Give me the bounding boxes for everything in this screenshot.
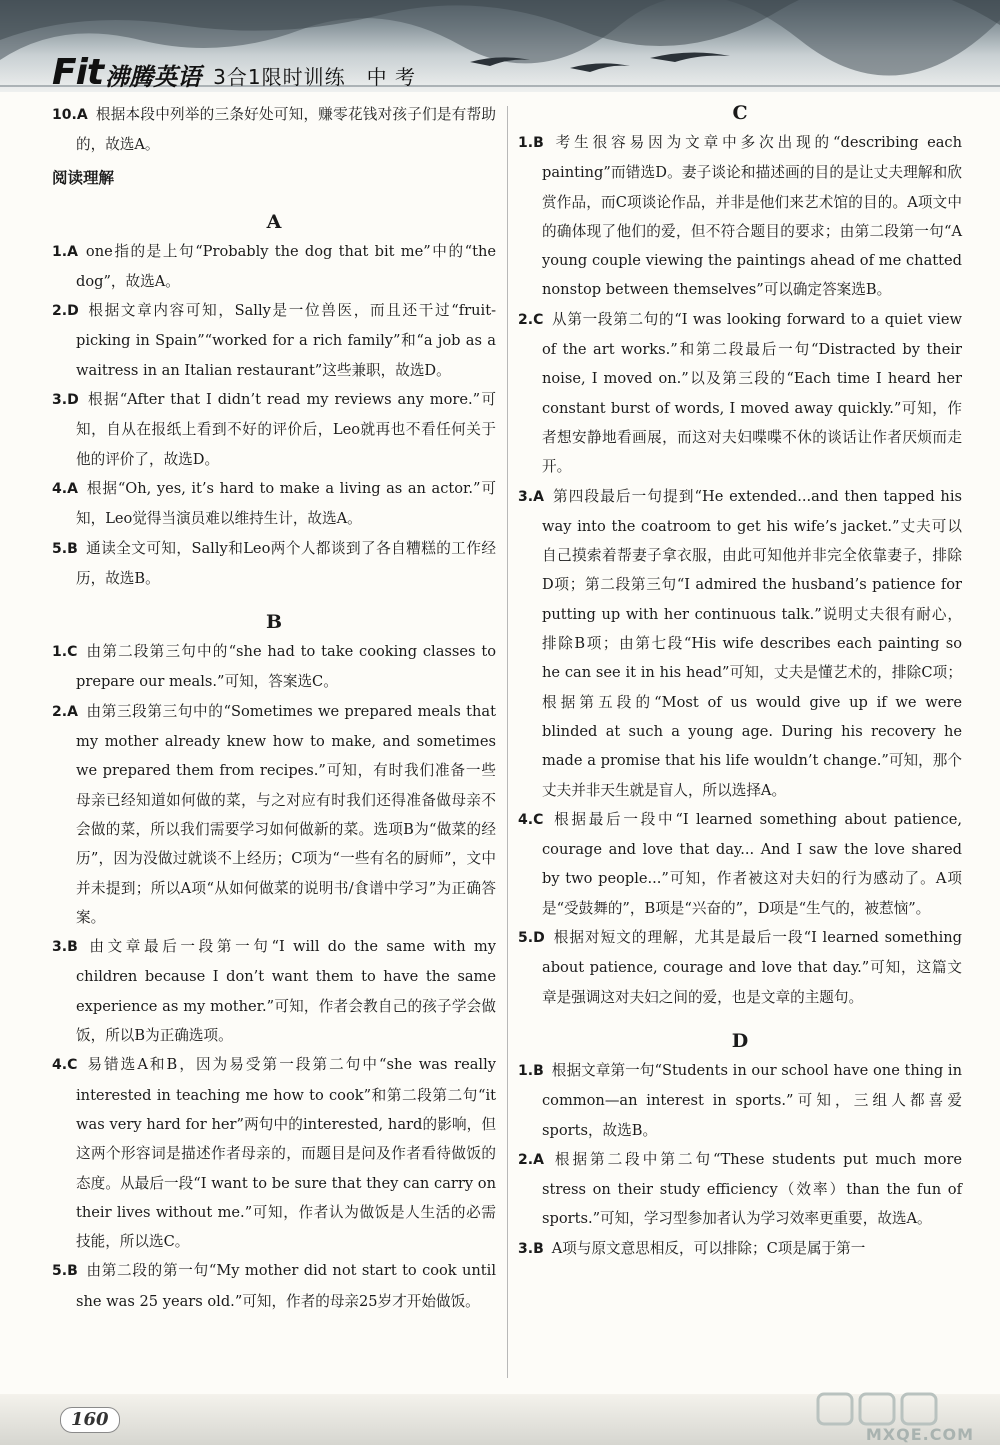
answer-item: 2.A 由第三段第三句中的“Sometimes we prepared meals that my mother already knew how to make, and sometimes we prepared them from recipes.”可知，有时我们准备一些母亲已经知道如何做的菜，与之对应有时我们还得准备做母亲不会做的菜，所以我们需要学习如何做新的菜。选项B为“做菜的经历”，因为没做过就谈不上经历；C项为“一些有名的厨师”，文中并未提到；所以A项“从如何做菜的说明书/食谱中学习”为正确答案。 [52, 702, 496, 926]
explanation: 由第二段的第一句“My mother did not start to cook until she was 25 years old.”可知，作者的母亲25岁才开始做饭。 [76, 1262, 496, 1310]
right-column [518, 100, 962, 1264]
part-heading: B [265, 611, 283, 634]
answer-item: 4.C 根据最后一段中“I learned something about patience, courage and love that day... And I saw the love shared by two people...”可知，作者被这对夫妇的行为感动了。A项是“受鼓舞的”，B项是“兴奋的”，D项是“生气的，被惹恼”。 [518, 810, 962, 917]
answer-item: 2.A 根据第二段中第二句“These students put much more stress on their study efficiency（效率）than the fun of sports.”可知，学习型参加者认为学习效率更重要，故选A。 [518, 1150, 962, 1228]
answer-item: 2.D 根据文章内容可知，Sally是一位兽医，而且还干过“fruit-picking in Spain”“worked for a rich family”和“a job as a waitress in an Italian restaurant”这些兼职，故选D。 [52, 302, 496, 379]
explanation: 根据文章第一句“Students in our school have one thing in common—an interest in sports.”可知，三组人都喜爱sports，故选B。 [542, 1061, 962, 1139]
brand-name: 沸腾英语 [105, 63, 202, 91]
answer-item: 4.C 易错选A和B，因为易受第一段第二句中“she was really interested in teaching me how to cook”和第二段第二句“it was very hard for her”两句中的interested, hard的影响，但这两个形容词是描述作者母亲的，而题目是问及作者看待做饭的态度。从最后一段“I want to be sure that they can carry on their lives without me.”可知，作者认为做饭是人生活的必需技能，所以选C。 [52, 1056, 496, 1251]
explanation: A项与原文意思相反，可以排除；C项是属于第一 [551, 1239, 866, 1257]
brand-fit: Fit [52, 52, 104, 92]
column-divider [507, 106, 508, 1378]
explanation: 由第三段第三句中的“Sometimes we prepared meals that my mother already knew how to make, and sometimes we prepared them from recipes.”可知，有时我们准备一些母亲已经知道如何做的菜，与之对应有时我们还得准备做母亲不会做的菜，所以我们需要学习如何做新的菜。选项B为“做菜的经历”，因为没做过就谈不上经历；C项为“一些有名的厨师”，文中并未提到；所以A项“从如何做菜的说明书/食谱中学习”为正确答案。 [76, 702, 496, 926]
part-heading: C [732, 102, 748, 124]
explanation: 根据文章内容可知，Sally是一位兽医，而且还干过“fruit-picking in Spain”“worked for a rich family”和“a job as a waitress in an Italian restaurant”这些兼职，故选D。 [76, 302, 496, 379]
answer-item: 10.A 根据本段中列举的三条好处可知，赚零花钱对孩子们是有帮助的，故选A。 [52, 106, 496, 154]
explanation: 通读全文可知，Sally和Leo两个人都谈到了各自糟糕的工作经历，故选B。 [76, 539, 496, 587]
explanation: 根据“Oh, yes, it’s hard to make a living as an actor.”可知，Leo觉得当演员难以维持生计，故选A。 [76, 479, 496, 528]
answer-item: 5.B 由第二段的第一句“My mother did not start to cook until she was 25 years old.”可知，作者的母亲25岁才开始做饭。 [52, 1262, 496, 1310]
watermark-text: MXQE.COM [865, 1425, 974, 1444]
answer-item: 3.A 第四段最后一句提到“He extended...and then tapped his way into the coatroom to get his wife’s jacket.”丈夫可以自己摸索着帮妻子拿衣服，由此可知他并非完全依靠妻子，排除D项；第二段第三句“I admired the husband’s patience for putting up with her continuous talk.”说明丈夫很有耐心，排除B项；由第七段“His wife describes each painting so he can see it in his head”可知，丈夫是懂艺术的，排除C项；根据第五段的“Most of us would give up if we were blinded at such a young age. During his recovery he made a promise that his life wouldn’t change.”可知，那个丈夫并非天生就是盲人，所以选择A。 [518, 487, 962, 799]
answer-item: 1.C 由第二段第三句中的“she had to take cooking classes to prepare our meals.”可知，答案选C。 [52, 643, 496, 691]
answer-item: 3.D 根据“After that I didn’t read my reviews any more.”可知，自从在报纸上看到不好的评价后，Leo就再也不看任何关于他的评价了，故选D。 [52, 391, 496, 468]
section-title: 阅读理解 [52, 168, 115, 187]
part-heading: A [266, 210, 282, 233]
header-banner [0, 0, 1000, 92]
left-column [52, 100, 496, 1316]
answer-item: 1.A one指的是上句“Probably the dog that bit me”中的“the dog”，故选A。 [52, 242, 496, 290]
bird-icon [570, 63, 630, 72]
part-heading: D [731, 1029, 749, 1052]
bird-icon [650, 52, 730, 62]
answer-item: 1.B 根据文章第一句“Students in our school have one thing in common—an interest in sports.”可知，三组人都喜爱sports，故选B。 [518, 1061, 962, 1139]
answer-item: 5.D 根据对短文的理解，尤其是最后一段“I learned something about patience, courage and love that day.”可知，这篇文章是强调这对夫妇之间的爱，也是文章的主题句。 [518, 929, 962, 1006]
answer-item: 3.B A项与原文意思相反，可以排除；C项是属于第一 [518, 1239, 866, 1257]
answer-item: 5.B 通读全文可知，Sally和Leo两个人都谈到了各自糟糕的工作经历，故选B。 [52, 539, 496, 587]
explanation: 第四段最后一句提到“He extended...and then tapped his way into the coatroom to get his wife’s jacket.”丈夫可以自己摸索着帮妻子拿衣服，由此可知他并非完全依靠妻子，排除D项；第二段第三句“I admired the husband’s patience for putting up with her continuous talk.”说明丈夫很有耐心，排除B项；由第七段“His wife describes each painting so he can see it in his head”可知，丈夫是懂艺术的，排除C项；根据第五段的“Most of us would give up if we were blinded at such a young age. During his recovery he made a promise that his life wouldn’t change.”可知，那个丈夫并非天生就是盲人，所以选择A。 [542, 487, 962, 799]
answer-item: 4.A 根据“Oh, yes, it’s hard to make a living as an actor.”可知，Leo觉得当演员难以维持生计，故选A。 [52, 479, 496, 528]
explanation: 由文章最后一段第一句“I will do the same with my children because I don’t want them to have the same experience as my mother.”可知，作者会教自己的孩子学会做饭，所以B为正确选项。 [76, 938, 496, 1045]
explanation: 根据本段中列举的三条好处可知，赚零花钱对孩子们是有帮助的，故选A。 [76, 106, 496, 154]
explanation: 从第一段第二句的“I was looking forward to a quiet view of the art works.”和第二段最后一句“Distracted by their noise, I moved on.”以及第三段的“Each time I heard her constant burst of words, I moved away quickly.”可知，作者想安静地看画展，而这对夫妇喋喋不休的谈话让作者厌烦而走开。 [542, 310, 962, 476]
explanation: 易错选A和B，因为易受第一段第二句中“she was really interested in teaching me how to cook”和第二段第二句“it was very hard for her”两句中的interested, hard的影响，但这两个形容词是描述作者母亲的，而题目是问及作者看待做饭的态度。从最后一段“I want to be sure that they can carry on their lives without me.”可知，作者认为做饭是人生活的必需技能，所以选C。 [76, 1056, 496, 1251]
explanation: 根据最后一段中“I learned something about patience, courage and love that day... And I saw the love shared by two people...”可知，作者被这对夫妇的行为感动了。A项是“受鼓舞的”，B项是“兴奋的”，D项是“生气的，被惹恼”。 [542, 810, 962, 917]
answer-item: 3.B 由文章最后一段第一句“I will do the same with my children because I don’t want them to have the same experience as my mother.”可知，作者会教自己的孩子学会做饭，所以B为正确选项。 [52, 938, 496, 1045]
explanation: 由第二段第三句中的“she had to take cooking classes to prepare our meals.”可知，答案选C。 [76, 643, 496, 691]
brand-logo [52, 52, 416, 92]
explanation: 根据第二段中第二句“These students put much more stress on their study efficiency（效率）than the fun of sports.”可知，学习型参加者认为学习效率更重要，故选A。 [542, 1150, 962, 1228]
page-number: 160 [60, 1407, 120, 1433]
answer-item: 1.B 考生很容易因为文章中多次出现的“describing each painting”而错选D。妻子谈论和描述画的目的是让丈夫理解和欣赏作品，而C项谈论作品，并非是他们来艺术馆的目的。A项文中的确体现了他们的爱，但不符合题目的要求；由第二段第一句“A young couple viewing the paintings ahead of me chatted nonstop between themselves”可以确定答案选B。 [518, 134, 962, 299]
explanation: 考生很容易因为文章中多次出现的“describing each painting”而错选D。妻子谈论和描述画的目的是让丈夫理解和欣赏作品，而C项谈论作品，并非是他们来艺术馆的目的。A项文中的确体现了他们的爱，但不符合题目的要求；由第二段第一句“A young couple viewing the paintings ahead of me chatted nonstop between themselves”可以确定答案选B。 [542, 134, 962, 299]
explanation: one指的是上句“Probably the dog that bit me”中的“the dog”，故选A。 [76, 242, 496, 290]
explanation: 根据“After that I didn’t read my reviews any more.”可知，自从在报纸上看到不好的评价后，Leo就再也不看任何关于他的评价了，故选D。 [76, 391, 496, 468]
answer-item: 2.C 从第一段第二句的“I was looking forward to a quiet view of the art works.”和第二段最后一句“Distracted by their noise, I moved on.”以及第三段的“Each time I heard her constant burst of words, I moved away quickly.”可知，作者想安静地看画展，而这对夫妇喋喋不休的谈话让作者厌烦而走开。 [518, 310, 962, 476]
book-subtitle: 3合1限时训练 中 考 [213, 65, 416, 89]
explanation: 根据对短文的理解，尤其是最后一段“I learned something about patience, courage and love that day.”可知，这篇文章是强调这对夫妇之间的爱，也是文章的主题句。 [542, 929, 962, 1006]
